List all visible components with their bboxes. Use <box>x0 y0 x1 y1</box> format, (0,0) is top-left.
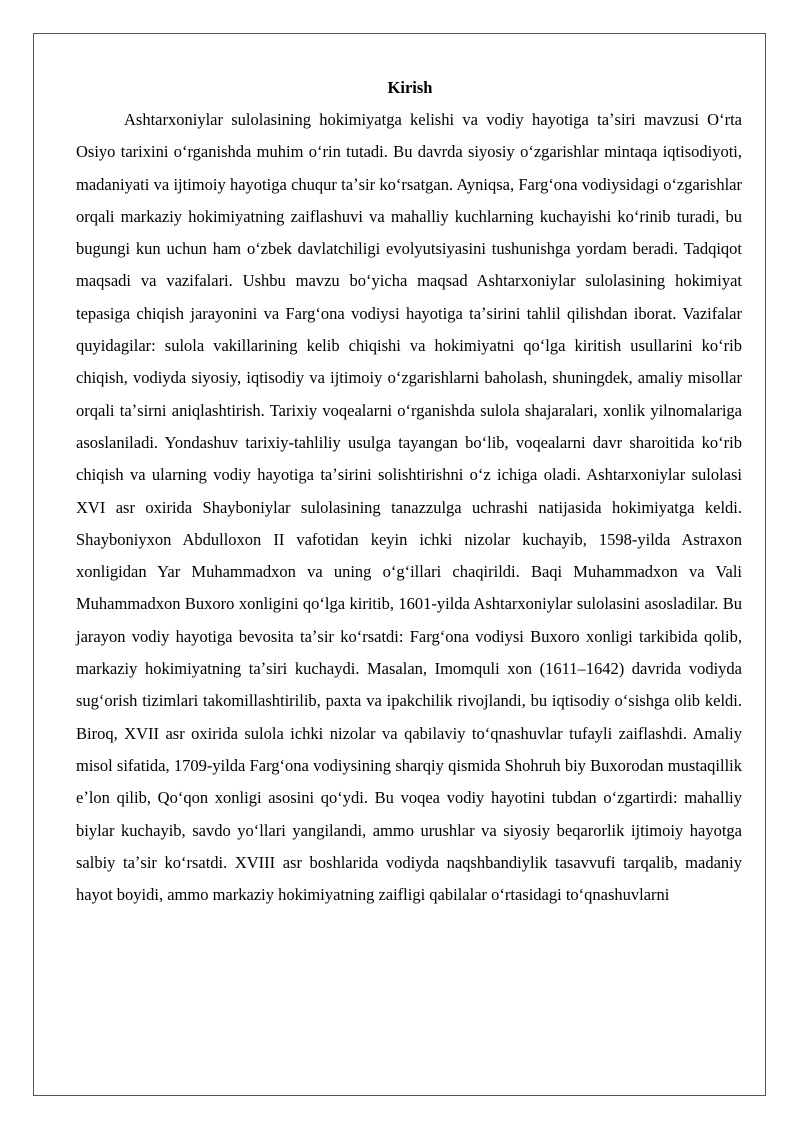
section-title: Kirish <box>387 78 433 97</box>
body-paragraph: Ashtarxoniylar sulolasining hokimiyatga kelishi va vodiy hayotiga taʼsiri mavzusi Oʻrta Osiyo tarixini oʻrganishda muhim oʻrin tutadi. Bu davrda siyosiy oʻzgarishlar mintaqa iqtisodiyoti, madaniyati va ijtimoiy hayotiga chuqur taʼsir koʻrsatgan. Ayniqsa, Fargʻona vodiysidagi oʻzgarishlar orqali markaziy hokimiyatning zaiflashuvi va mahalliy kuchlarning kuchayishi koʻrinib turadi, bu bugungi kun uchun ham oʻzbek davlatchiligi evolyutsiyasini tushunishga yordam beradi. Tadqiqot maqsadi va vazifalari. Ushbu mavzu boʻyicha maqsad Ashtarxoniylar sulolasining hokimiyat tepasiga chiqish jarayonini va Fargʻona vodiysi hayotiga taʼsirini tahlil qilishdan iborat. Vazifalar quyidagilar: sulola vakillarining kelib chiqishi va hokimiyatni qoʻlga kiritish usullarini koʻrib chiqish, vodiyda siyosiy, iqtisodiy va ijtimoiy oʻzgarishlarni baholash, shuningdek, amaliy misollar orqali taʼsirni aniqlashtirish. Tarixiy voqealarni oʻrganishda sulola shajaralari, xonlik yilnomalariga asoslaniladi. Yondashuv tarixiy-tahliliy usulga tayangan boʻlib, voqealarni davr sharoitida koʻrib chiqish va ularning vodiy hayotiga taʼsirini solishtirishni oʻz ichiga oladi. Ashtarxoniylar sulolasi XVI asr oxirida Shayboniylar sulolasining tanazzulga uchrashi natijasida hokimiyatga keldi. Shayboniyxon Abdulloxon II vafotidan keyin ichki nizolar kuchayib, 1598-yilda Astraxon xonligidan Yar Muhammadxon va uning oʻgʻillari chaqirildi. Baqi Muhammadxon va Vali Muhammadxon Buxoro xonligini qoʻlga kiritib, 1601-yilda Ashtarxoniylar sulolasini asosladilar. Bu jarayon vodiy hayotiga bevosita taʼsir koʻrsatdi: Fargʻona vodiysi Buxoro xonligi tarkibida qolib, markaziy hokimiyatning taʼsiri kuchaydi. Masalan, Imomquli xon (1611–1642) davrida vodiyda sugʻorish tizimlari takomillashtirilib, paxta va ipakchilik rivojlandi, bu iqtisodiy oʻsishga olib keldi. Biroq, XVII asr oxirida sulola ichki nizolar va qabilaviy toʻqnashuvlar tufayli zaiflashdi. Amaliy misol sifatida, 1709-yilda Fargʻona vodiysining sharqiy qismida Shohruh biy Buxorodan mustaqillik eʼlon qilib, Qoʻqon xonligi asosini qoʻydi. Bu voqea vodiy hayotini tubdan oʻzgartirdi: mahalliy biylar kuchayib, savdo yoʻllari yangilandi, ammo urushlar va siyosiy beqarorlik ijtimoiy hayotga salbiy taʼsir koʻrsatdi. XVIII asr boshlarida vodiyda naqshbandiylik tasavvufi tarqalib, madaniy hayot boyidi, ammo markaziy hokimiyatning zaifligi qabilalar oʻrtasidagi toʻqnashuvlarni <box>76 110 742 905</box>
